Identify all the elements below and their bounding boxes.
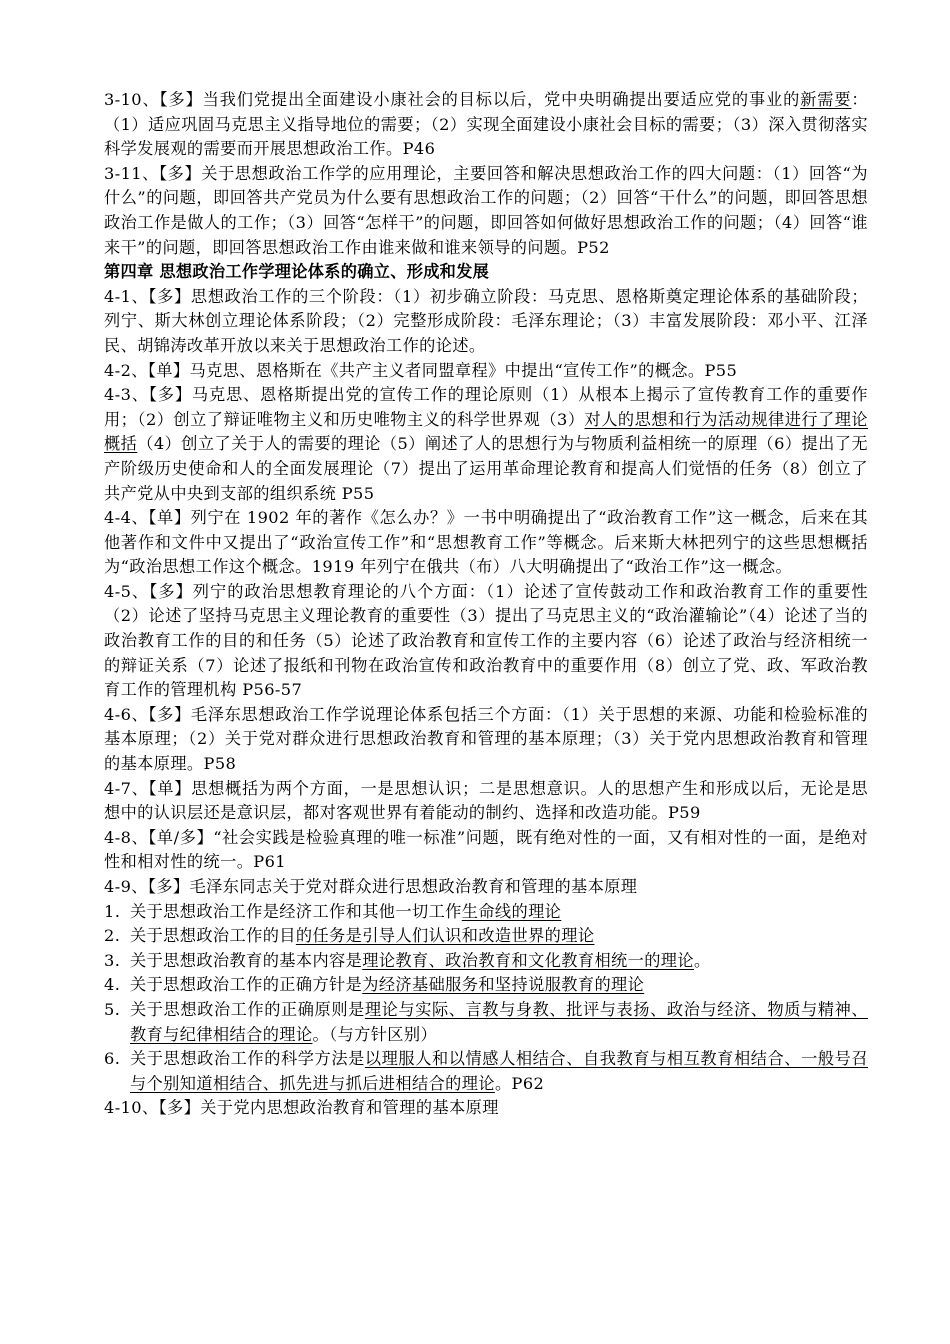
item-4-4: 4-4、【单】列宁在 1902 年的著作《怎么办？》一书中明确提出了“政治教育工作”这一概念，后来在其他著作和文件中又提出了“政治宣传工作”和“思想教育工作”等概念。后来斯大林把列宁的这些思想概括为“政治思想工作这个概念。1919 年列宁在俄共（布）八大明确提出了“政治工作”这一概念。: [104, 508, 868, 577]
underlined-text: 为经济基础服务和坚持说服教育的理论: [362, 975, 645, 995]
underlined-text: 的任务是引导人们认识和改造世界的理论: [295, 926, 595, 946]
underlined-text: 理论与实际、言教与身教、批评与表扬、政治与经济、物质与精神、教育与纪律相结合的理论: [130, 999, 868, 1044]
item-4-5: 4-5、【多】列宁的政治思想教育理论的八个方面：（1）论述了宣传鼓动工作和政治教育工作的重要性（2）论述了坚持马克思主义理论教育的重要性（3）提出了马克思主义的“政治灌输论”（4）论述了当的政治教育工作的目的和任务（5）论述了政治教育和宣传工作的主要内容（6）论述了政治与经济相统一的辩证关系（7）论述了报纸和刊物在政治宣传和政治教育中的重要作用（8）创立了党、政、军政治教育工作的管理机构 P56-57: [104, 581, 868, 700]
list-number: 6.: [104, 1049, 121, 1069]
item-text: 关于思想政治工作的正确原则是: [130, 999, 365, 1019]
item-4-8: 4-8、【单/多】“社会实践是检验真理的唯一标准”问题，既有绝对性的一面，又有相对性的一面，是绝对性和相对性的统一。P61: [104, 827, 868, 872]
item-4-2: 4-2、【单】马克思、恩格斯在《共产主义者同盟章程》中提出“宣传工作”的概念。P55: [104, 360, 738, 380]
list-text: [130, 924, 868, 949]
list-number: 4.: [104, 975, 121, 995]
underlined-text: 理论教育、政治教育和文化教育相统一的理论: [362, 950, 694, 970]
item-4-1: 4-1、【多】思想政治工作的三个阶段：（1）初步确立阶段：马克思、恩格斯奠定理论体系的基础阶段；列宁、斯大林创立理论体系阶段；（2）完整形成阶段：毛泽东理论；（3）丰富发展阶段：邓小平、江泽民、胡锦涛改革开放以来关于思想政治工作的论述。: [104, 286, 868, 355]
item-text: 。: [693, 950, 711, 970]
list-text: [130, 973, 868, 998]
item-3-11: 3-11、【多】关于思想政治工作学的应用理论，主要回答和解决思想政治工作的四大问题：（1）回答“为什么”的问题，即回答共产党员为什么要有思想政治工作的问题；（2）回答“干什么”的问题，即回答思想政治工作是做人的工作；（3）回答“怎样干”的问题，即回答如何做好思想政治工作的问题；（4）回答“谁来干”的问题，即回答思想政治工作由谁来做和谁来领导的问题。P52: [104, 163, 868, 257]
item-text: 4-3、【多】马克思、恩格斯提出党的宣传工作的理论原则（1）从根本上揭示了宣传教育工作的重要作用；（2）创立了辩证唯物主义和历史唯物主义的科学世界观（3）: [104, 385, 868, 429]
document-page: [104, 88, 868, 1121]
list-text: [130, 900, 868, 925]
item-4-6: 4-6、【多】毛泽东思想政治工作学说理论体系包括三个方面：（1）关于思想的来源、功能和检验标准的基本原理；（2）关于党对群众进行思想政治教育和管理的基本原理；（3）关于党内思想政治教育和管理的基本原理。P58: [104, 704, 868, 774]
list-number: 1.: [104, 901, 121, 921]
list-text: [130, 949, 868, 974]
item-text: 关于思想政治教育的基本内容是: [130, 950, 363, 970]
list-item: [104, 998, 868, 1047]
list-text: [130, 998, 868, 1047]
underlined-text: 对人的思想和行为活动规律进行了理论概括: [104, 409, 868, 454]
item-text: 。（与方针区别）: [312, 1024, 438, 1044]
list-item: [104, 949, 868, 974]
item-4-3: [104, 383, 868, 506]
item-text: 关于思想政治工作是经济工作和其他一切工作: [130, 901, 462, 921]
list-number: 3.: [104, 950, 121, 970]
list-number: 2.: [104, 926, 121, 946]
item-text: 关于思想政治工作的目: [130, 926, 296, 946]
item-text: （4）创立了关于人的需要的理论（5）阐述了人的思想行为与物质利益相统一的原理（6）提出了无产阶级历史使命和人的全面发展理论（7）提出了运用革命理论教育和提高人们觉悟的任务（8）创立了共产党从中央到支部的组织系统 P55: [104, 434, 868, 503]
underlined-text: 新需要: [800, 90, 852, 109]
item-3-10: [104, 88, 868, 162]
item-text: 关于思想政治工作的正确方针是: [130, 975, 363, 995]
list-number: 5.: [104, 999, 121, 1019]
item-text: ：（1）适应巩固马克思主义指导地位的需要；（2）实现全面建设小康社会目标的需要；（3）深入贯彻落实科学发展观的需要而开展思想政治工作。P46: [104, 90, 868, 159]
list-item: [104, 973, 868, 998]
item-text: 。P62: [494, 1073, 545, 1093]
item-4-7: 4-7、【单】思想概括为两个方面，一是思想认识；二是思想意识。人的思想产生和形成以后，无论是思想中的认识层还是意识层，都对客观世界有着能动的制约、选择和改造功能。P59: [104, 778, 868, 823]
underlined-text: 以理服人和以情感人相结合、自我教育与相互教育相结合、一般号召与个别知道相结合、抓先进与抓后进相结合的理论: [130, 1049, 868, 1093]
item-4-9: 4-9、【多】毛泽东同志关于党对群众进行思想政治教育和管理的基本原理: [104, 877, 638, 896]
underlined-text: 生命线的理论: [461, 901, 562, 921]
item-text: 3-10、【多】当我们党提出全面建设小康社会的目标以后，党中央明确提出要适应党的事业的: [104, 90, 801, 109]
list-item: [104, 1047, 868, 1096]
list-text: [130, 1047, 868, 1096]
item-4-10: 4-10、【多】关于党内思想政治教育和管理的基本原理: [104, 1098, 499, 1118]
chapter-heading: 第四章 思想政治工作学理论体系的确立、形成和发展: [104, 262, 490, 282]
list-item: [104, 900, 868, 925]
list-item: [104, 924, 868, 949]
item-text: 关于思想政治工作的科学方法是: [130, 1049, 365, 1069]
